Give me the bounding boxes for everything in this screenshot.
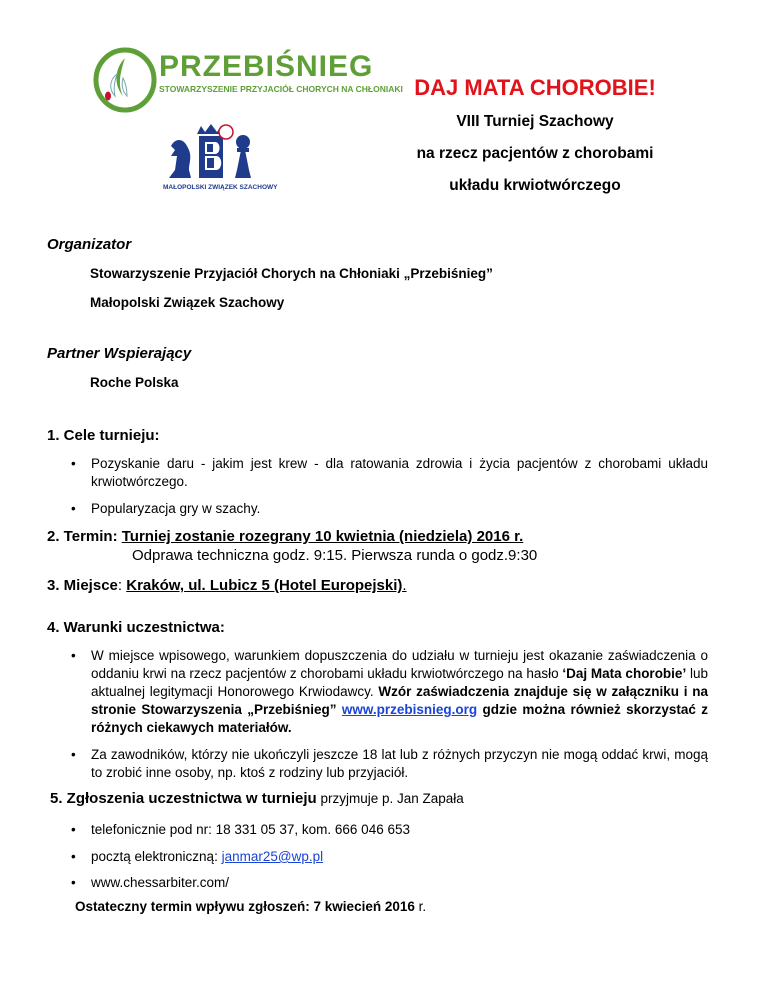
- subtitle-line-3: układu krwiotwórczego: [449, 177, 621, 194]
- list-item: • www.chessarbiter.com/: [71, 874, 708, 892]
- section-2-label: 2. Termin:: [47, 528, 118, 545]
- mzs-logo: [163, 124, 278, 196]
- logo-caption: MAŁOPOLSKI ZWIĄZEK SZACHOWY: [163, 184, 278, 191]
- snowdrop-icon: [93, 44, 157, 114]
- list-item-text: Popularyzacja gry w szachy.: [91, 501, 261, 516]
- list-item-text: Za zawodników, którzy nie ukończyli jeszcze 18 lat lub z różnych przyczyn nie mogą oddać krwi, mogą to zrobić inne osoby, np. ktoś z rodziny lub przyjaciół.: [91, 747, 708, 780]
- list-item: • pocztą elektroniczną: janmar25@wp.pl: [71, 848, 708, 866]
- venue: Kraków, ul. Lubicz 5 (Hotel Europejski): [126, 577, 403, 594]
- list-item-text: telefonicznie pod nr: 18 331 05 37, kom. 666 046 653: [91, 822, 410, 837]
- przebisnieg-logo: [93, 44, 403, 114]
- chess-pieces-icon: [163, 124, 259, 184]
- section-3-label: 3. Miejsce: [47, 577, 118, 594]
- page-title: DAJ MATA CHOROBIE!: [414, 75, 656, 100]
- partner-heading: Partner Wspierający: [47, 345, 192, 362]
- list-item-text: Pozyskanie daru - jakim jest krew - dla ratowania zdrowia i życia pacjentów z chorobami układu krwiotwórczego.: [91, 456, 708, 489]
- subtitle-line-2: na rzecz pacjentów z chorobami: [416, 145, 654, 162]
- list-item-text: www.chessarbiter.com/: [91, 875, 230, 890]
- list-item: • Za zawodników, którzy nie ukończyli jeszcze 18 lat lub z różnych przyczyn nie mogą oddać krwi, mogą to zrobić inne osoby, np. ktoś z rodziny lub przyjaciół.: [71, 747, 708, 780]
- logo-subtitle: STOWARZYSZENIE PRZYJACIÓŁ CHORYCH NA CHŁONIAKI: [159, 84, 403, 94]
- subtitle-line-1: VIII Turniej Szachowy: [456, 113, 614, 130]
- list-item: • W miejsce wpisowego, warunkiem dopuszczenia do udziału w turnieju jest okazanie zaświadczenia o oddaniu krwi na rzecz pacjentów z chorobami układu krwiotwórczego na hasło ‘Daj Mata chorobie’ lub aktualnej legitymacji Honorowego Krwiodawcy. Wzór zaświadczenia znajduje się w załączniku i na stronie Stowarzyszenia „Przebiśnieg” www.przebisnieg.org gdzie można również skorzystać z różnych ciekawych materiałów.: [71, 648, 708, 735]
- email-link[interactable]: janmar25@wp.pl: [221, 849, 324, 864]
- list-item-text: pocztą elektroniczną: janmar25@wp.pl: [91, 849, 324, 864]
- list-item: • Popularyzacja gry w szachy.: [71, 500, 708, 518]
- deadline-line: Ostateczny termin wpływu zgłoszeń: 7 kwiecień 2016 r.: [75, 899, 427, 914]
- list-item: • Pozyskanie daru - jakim jest krew - dla ratowania zdrowia i życia pacjentów z chorobami układu krwiotwórczego.: [71, 456, 708, 489]
- tournament-date: Turniej zostanie rozegrany 10 kwietnia (niedziela) 2016 r.: [121, 528, 524, 545]
- section-3-heading: 3. Miejsce: Kraków, ul. Lubicz 5 (Hotel Europejski).: [47, 577, 407, 594]
- section-1-heading: 1. Cele turnieju:: [47, 427, 160, 444]
- section-2-heading: [47, 528, 523, 545]
- partner-name: Roche Polska: [90, 375, 179, 390]
- organizer-item: Małopolski Związek Szachowy: [90, 295, 285, 310]
- logo-name: PRZEBIŚNIEG: [159, 50, 374, 83]
- list-item-text: W miejsce wpisowego, warunkiem dopuszczenia do udziału w turnieju jest okazanie zaświadczenia o oddaniu krwi na rzecz pacjentów z chorobami układu krwiotwórczego na hasło ‘Daj Mata chorobie’ lub aktualnej legitymacji Honorowego Krwiodawcy. Wzór zaświadczenia znajduje się w załączniku i na stronie Stowarzyszenia „Przebiśnieg” www.przebisnieg.org gdzie można również skorzystać z różnych ciekawych materiałów.: [91, 648, 708, 735]
- list-item: • telefonicznie pod nr: 18 331 05 37, kom. 666 046 653: [71, 821, 708, 839]
- przebisnieg-link[interactable]: www.przebisnieg.org: [341, 702, 478, 717]
- section-4-heading: 4. Warunki uczestnictwa:: [47, 619, 225, 636]
- schedule-line: Odprawa techniczna godz. 9:15. Pierwsza runda o godz.9:30: [132, 547, 538, 564]
- organizer-heading: Organizator: [47, 236, 132, 253]
- organizer-item: Stowarzyszenie Przyjaciół Chorych na Chłoniaki „Przebiśnieg”: [90, 266, 493, 281]
- section-5-heading: 5. Zgłoszenia uczestnictwa w turnieju przyjmuje p. Jan Zapała: [50, 790, 464, 807]
